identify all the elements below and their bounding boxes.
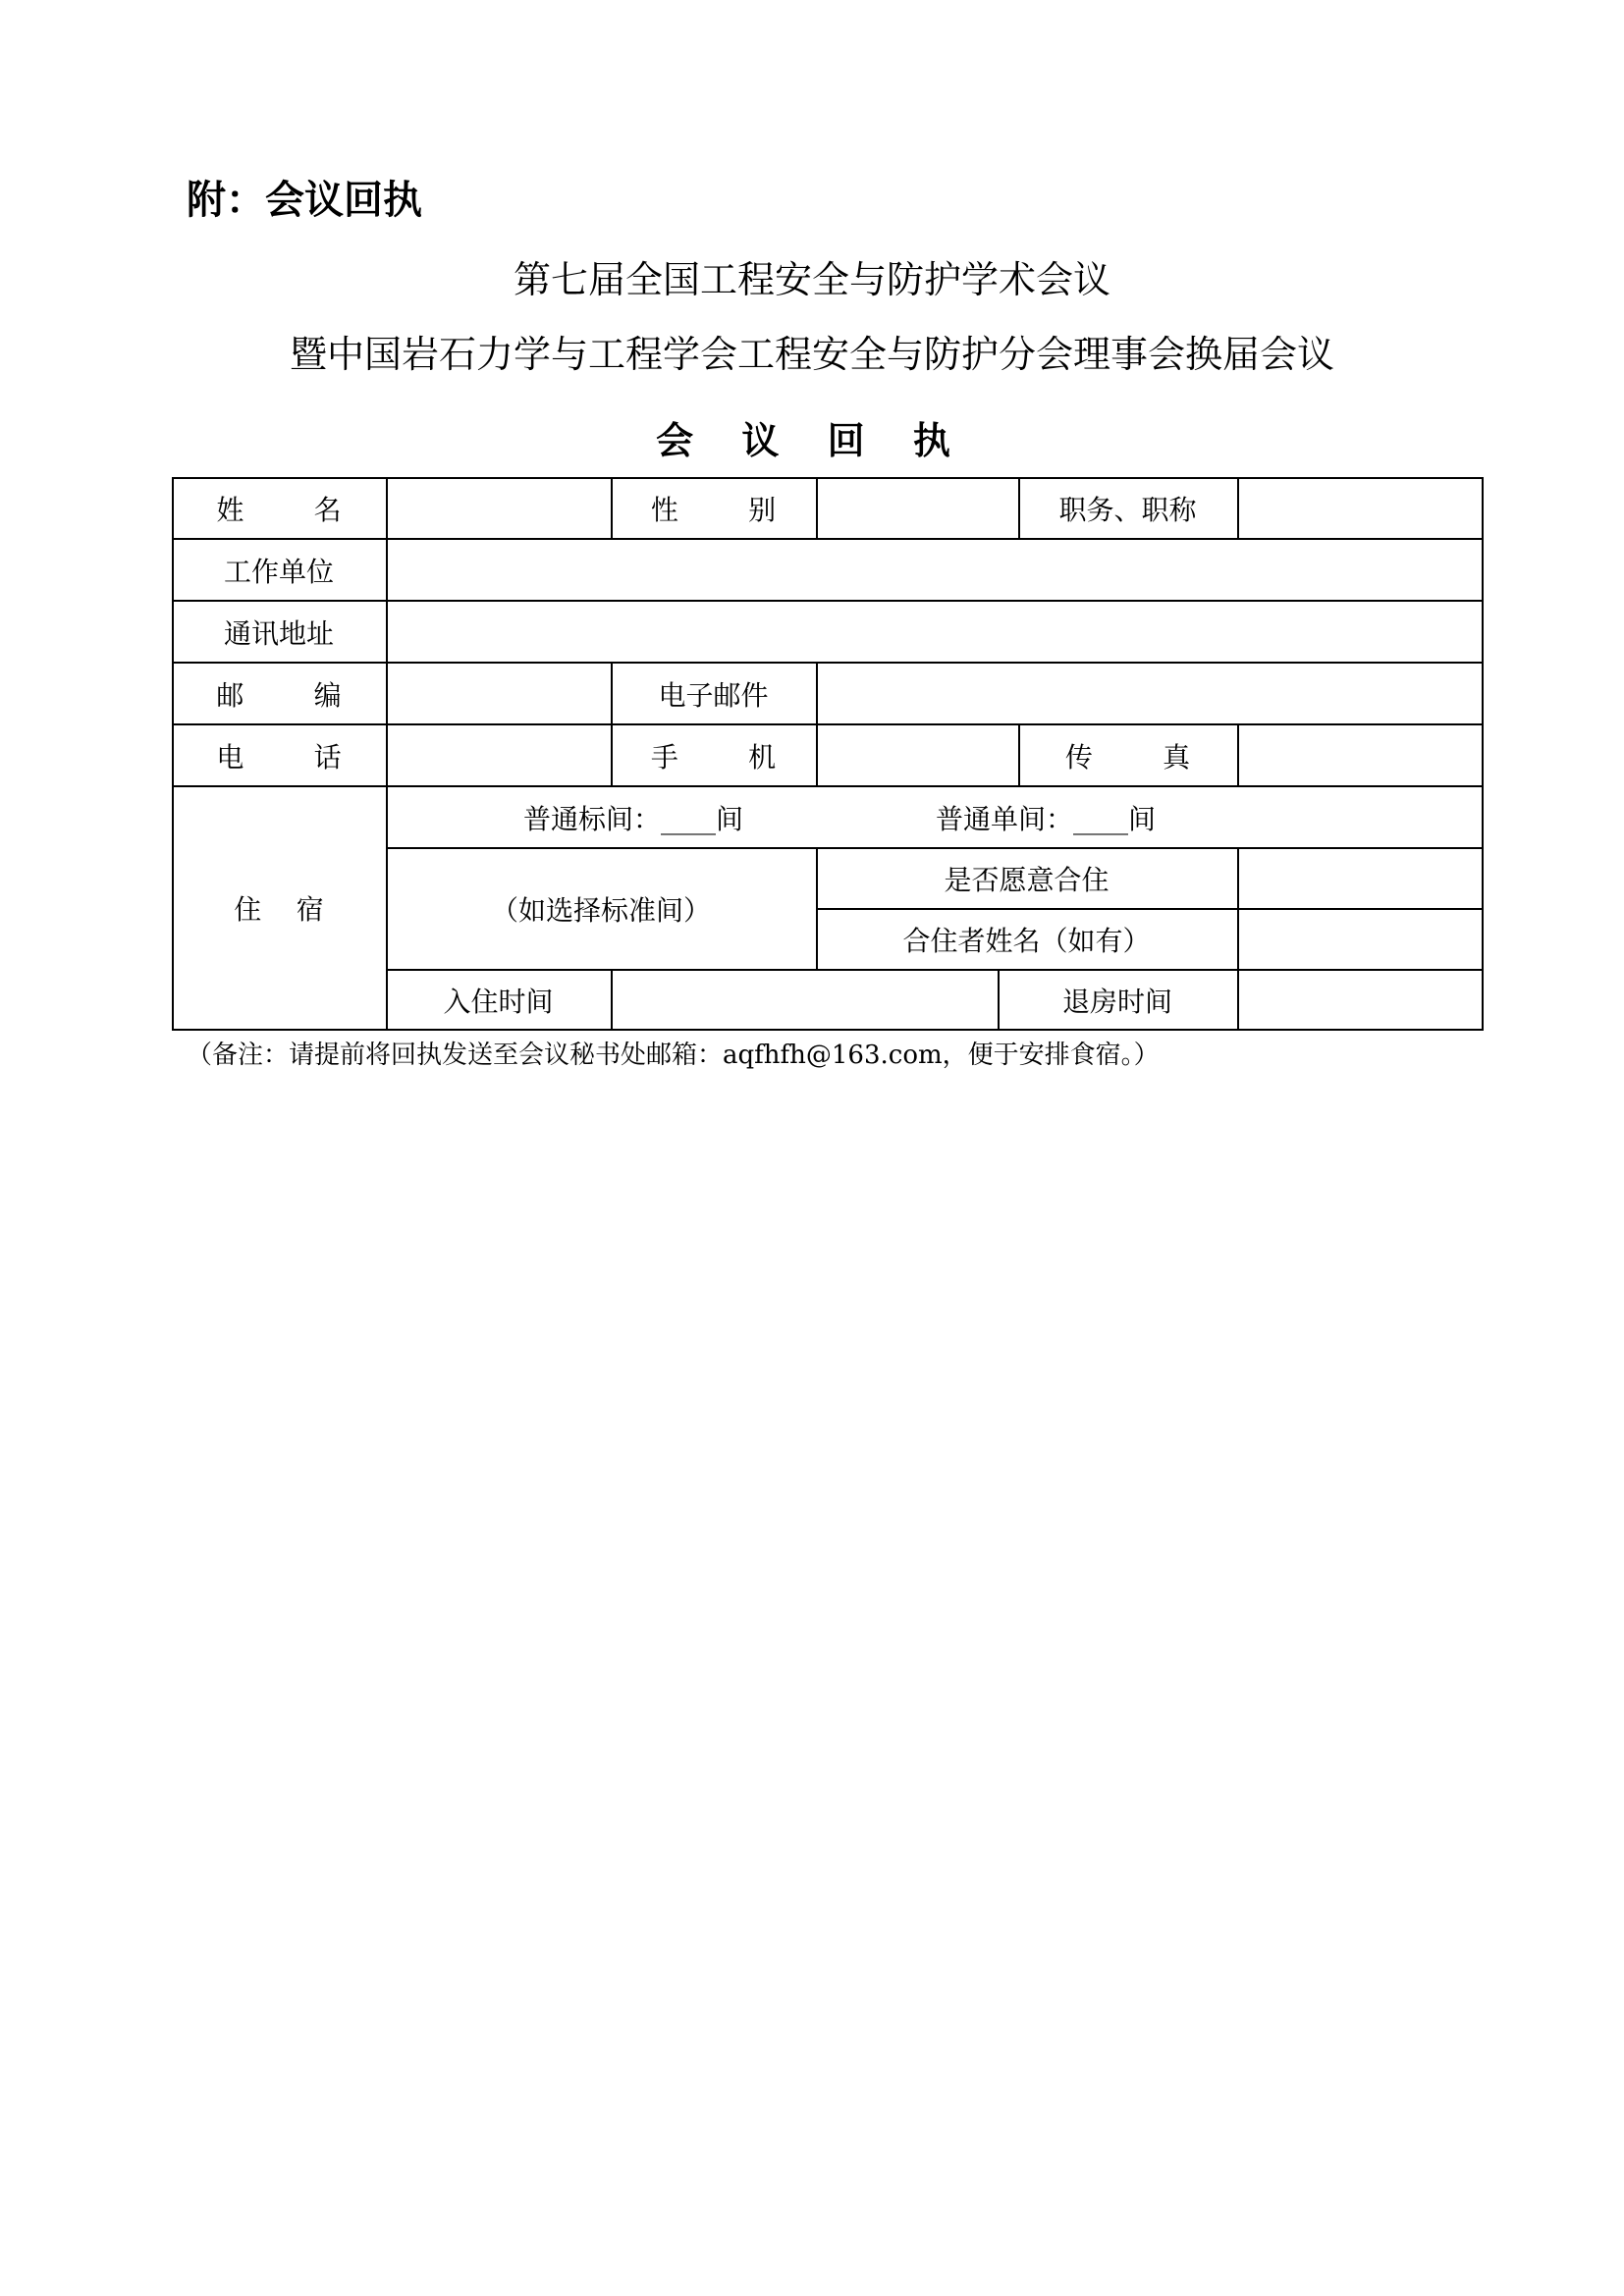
email-field[interactable] <box>818 665 1481 722</box>
attachment-label: 附：会议回执 <box>187 178 422 223</box>
label-phone: 电 话 <box>216 740 342 774</box>
share-willing-field[interactable] <box>1239 850 1481 907</box>
label-checkin: 入住时间 <box>443 985 554 1018</box>
conference-title: 第七届全国工程安全与防护学术会议 <box>513 258 1110 301</box>
label-fax: 传 真 <box>1064 740 1191 774</box>
single-room-count[interactable]: 普通单间：____间 <box>935 802 1156 835</box>
standard-room-count[interactable]: 普通标间：____间 <box>522 802 743 835</box>
conference-subtitle: 暨中国岩石力学与工程学会工程安全与防护分会理事会换届会议 <box>289 333 1334 376</box>
label-email: 电子邮件 <box>658 678 769 712</box>
label-position: 职务、职称 <box>1058 493 1197 526</box>
reply-form-table <box>172 477 1484 1029</box>
label-if-standard: （如选择标准间） <box>490 894 711 927</box>
gender-field[interactable] <box>818 479 1017 538</box>
label-lodging: 住 宿 <box>234 893 324 926</box>
label-name: 姓 名 <box>216 493 342 526</box>
mobile-field[interactable] <box>818 726 1017 784</box>
label-work-unit: 工作单位 <box>223 555 334 588</box>
checkin-field[interactable] <box>613 972 997 1028</box>
label-roommate-name: 合住者姓名（如有） <box>902 925 1151 957</box>
label-share-willing: 是否愿意合住 <box>944 864 1110 896</box>
label-checkout: 退房时间 <box>1061 985 1172 1018</box>
fax-field[interactable] <box>1239 726 1481 784</box>
roommate-name-field[interactable] <box>1239 911 1481 968</box>
phone-field[interactable] <box>388 726 610 784</box>
table-border-right <box>1482 477 1484 1031</box>
form-title: 会 议 回 执 <box>656 418 968 462</box>
label-gender: 性 别 <box>650 493 777 526</box>
label-postcode: 邮 编 <box>216 678 342 712</box>
label-mobile: 手 机 <box>650 740 777 774</box>
checkout-field[interactable] <box>1239 972 1481 1028</box>
label-address: 通讯地址 <box>223 616 334 650</box>
postcode-field[interactable] <box>388 665 610 722</box>
submission-note: （备注：请提前将回执发送至会议秘书处邮箱：aqfhfh@163.com，便于安排食宿。） <box>187 1041 1160 1070</box>
address-field[interactable] <box>388 603 1481 661</box>
work-unit-field[interactable] <box>388 541 1481 599</box>
name-field[interactable] <box>388 479 610 538</box>
position-field[interactable] <box>1239 479 1481 538</box>
